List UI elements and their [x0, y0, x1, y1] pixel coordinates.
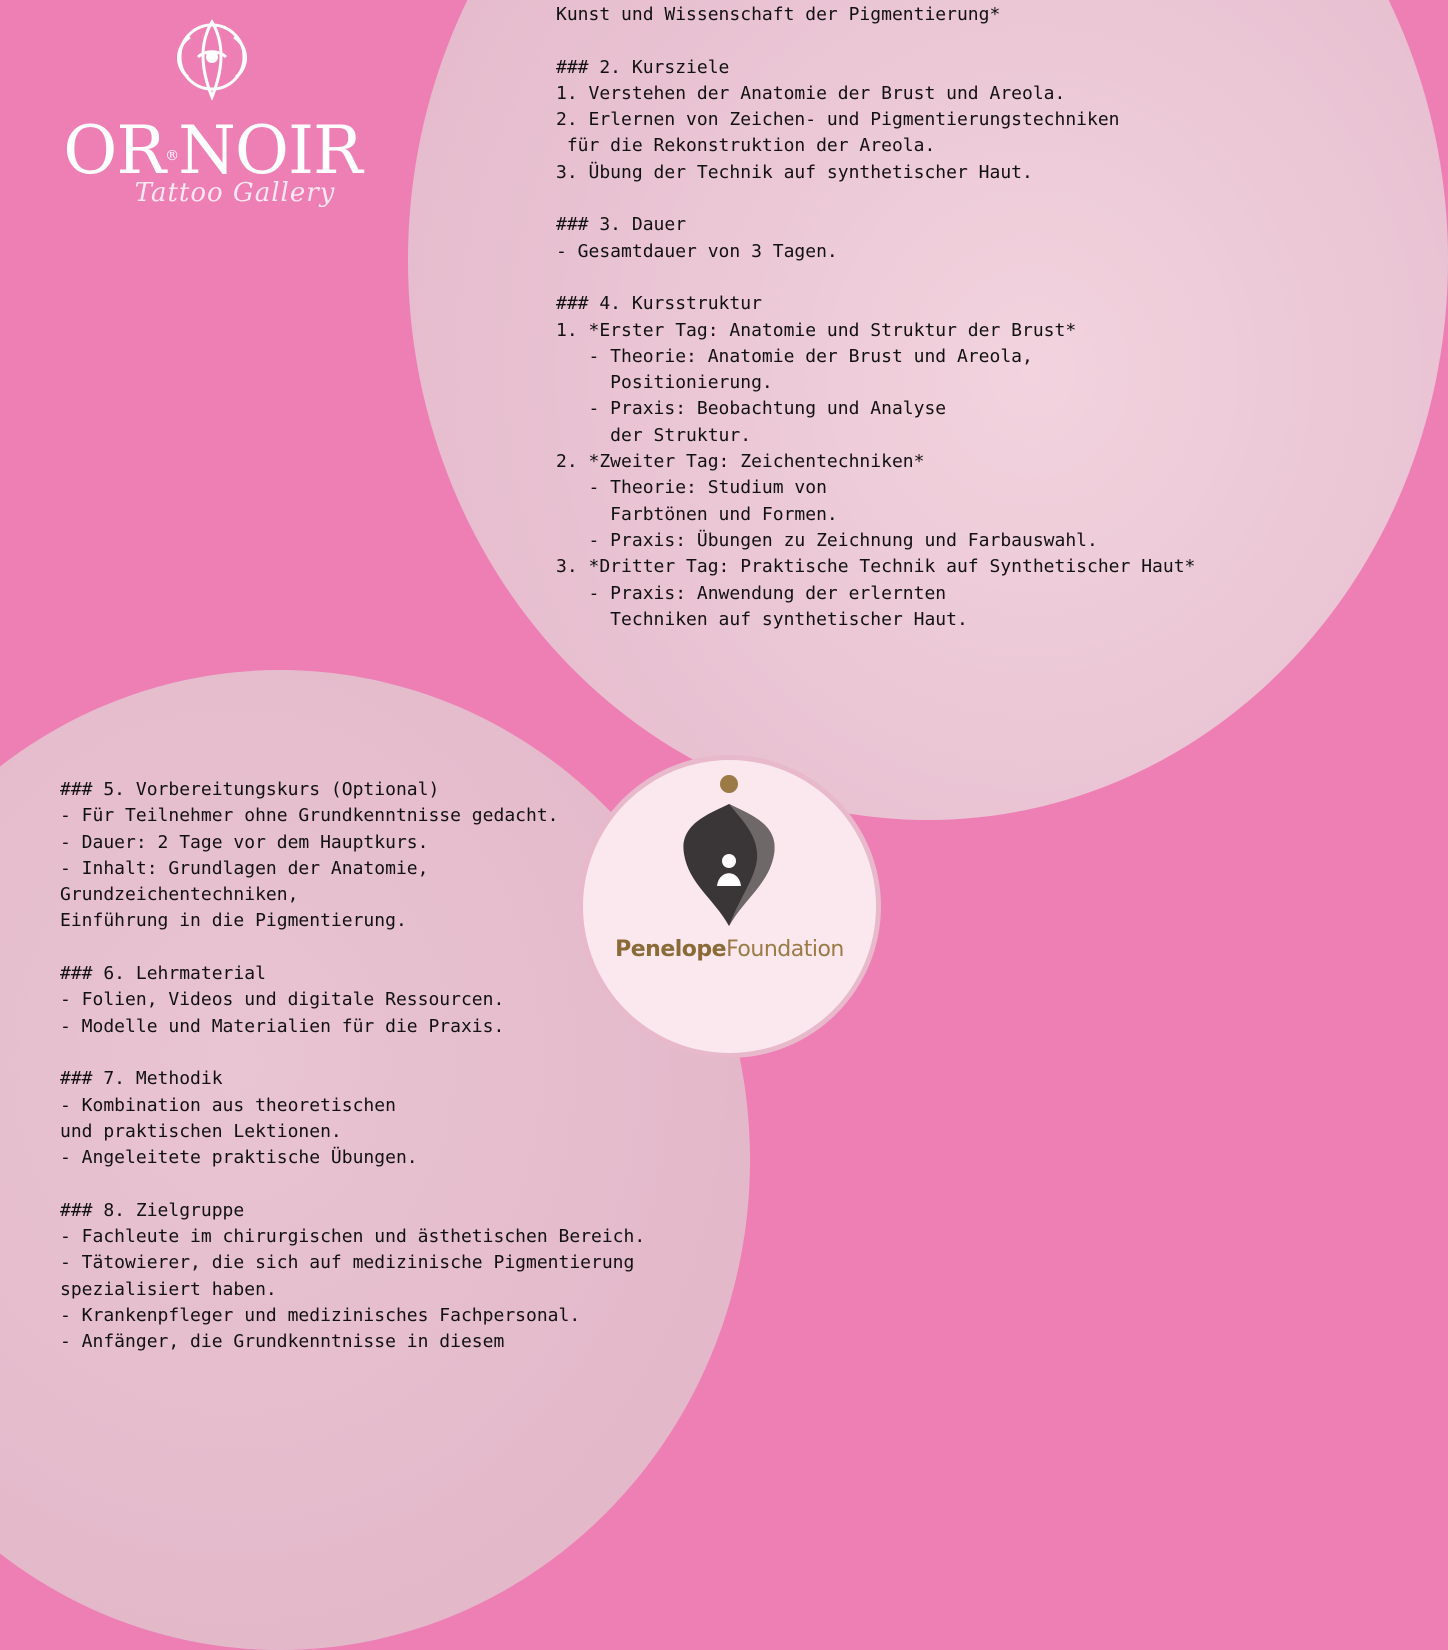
text-line: - Praxis: Beobachtung und Analyse: [556, 398, 947, 420]
ornoir-tagline: Tattoo Gallery: [134, 178, 336, 208]
text-line: - Gesamtdauer von 3 Tagen.: [556, 240, 838, 262]
text-line: 3. *Dritter Tag: Praktische Technik auf Synthetischer Haut*: [556, 556, 1196, 578]
text-line: für die Rekonstruktion der Areola.: [556, 135, 936, 157]
text-line: - Krankenpfleger und medizinisches Fachpersonal.: [60, 1304, 581, 1326]
text-line: - Für Teilnehmer ohne Grundkenntnisse gedacht.: [60, 805, 559, 827]
text-line: 3. Übung der Technik auf synthetischer Haut.: [556, 161, 1033, 183]
text-line: ### 3. Dauer: [556, 214, 687, 236]
text-line: 2. *Zweiter Tag: Zeichentechniken*: [556, 451, 925, 473]
text-line: - Theorie: Anatomie der Brust und Areola,: [556, 345, 1033, 367]
ornoir-logo: [40, 12, 385, 212]
text-line: ### 6. Lehrmaterial: [60, 963, 266, 985]
text-line: - Angeleitete praktische Übungen.: [60, 1147, 418, 1169]
text-line: [556, 28, 1195, 54]
text-line: [60, 935, 645, 961]
text-line: - Fachleute im chirurgischen und ästhetischen Bereich.: [60, 1226, 646, 1248]
text-line: - Kombination aus theoretischen: [60, 1094, 396, 1116]
text-line: ### 7. Methodik: [60, 1068, 223, 1090]
text-line: Kunst und Wissenschaft der Pigmentierung*: [556, 4, 1001, 25]
text-line: ### 8. Zielgruppe: [60, 1199, 245, 1221]
text-line: - Praxis: Anwendung der erlernten: [556, 582, 947, 604]
text-line: [556, 265, 1195, 291]
text-line: 1. Verstehen der Anatomie der Brust und Areola.: [556, 82, 1066, 104]
text-line: 2. Erlernen von Zeichen- und Pigmentierungstechniken: [556, 109, 1120, 131]
text-line: [60, 1171, 645, 1197]
text-line: ### 5. Vorbereitungskurs (Optional): [60, 779, 440, 800]
text-line: - Folien, Videos und digitale Ressourcen.: [60, 989, 505, 1011]
text-line: - Praxis: Übungen zu Zeichnung und Farbauswahl.: [556, 529, 1098, 551]
penelope-foundation-name: PenelopeFoundation: [615, 937, 844, 962]
text-line: - Dauer: 2 Tage vor dem Hauptkurs.: [60, 831, 429, 853]
text-line: [556, 186, 1195, 212]
course-text-part-1: [556, 2, 1195, 633]
text-line: ### 4. Kursstruktur: [556, 293, 762, 315]
text-line: spezialisiert haben.: [60, 1278, 277, 1300]
text-line: - Tätowierer, die sich auf medizinische Pigmentierung: [60, 1252, 635, 1274]
penelope-drop-icon: [679, 774, 779, 934]
text-line: Techniken auf synthetischer Haut.: [556, 608, 968, 630]
text-line: Positionierung.: [556, 372, 773, 394]
text-line: Farbtönen und Formen.: [556, 503, 838, 525]
text-line: Einführung in die Pigmentierung.: [60, 910, 407, 932]
text-line: - Inhalt: Grundlagen der Anatomie,: [60, 857, 429, 879]
text-line: [60, 1040, 645, 1066]
text-line: - Theorie: Studium von: [556, 477, 827, 499]
text-line: Grundzeichentechniken,: [60, 884, 299, 906]
text-line: und praktischen Lektionen.: [60, 1120, 342, 1142]
ornoir-wordmark: OR®NOIR: [63, 112, 362, 189]
text-line: - Modelle und Materialien für die Praxis.: [60, 1015, 505, 1037]
text-line: der Struktur.: [556, 424, 752, 446]
text-line: ### 2. Kursziele: [556, 56, 730, 78]
course-text-part-2: [60, 777, 645, 1356]
text-line: - Anfänger, die Grundkenntnisse in diesem: [60, 1331, 505, 1353]
text-line: 1. *Erster Tag: Anatomie und Struktur der Brust*: [556, 319, 1077, 341]
ornoir-emblem-icon: [160, 12, 265, 107]
